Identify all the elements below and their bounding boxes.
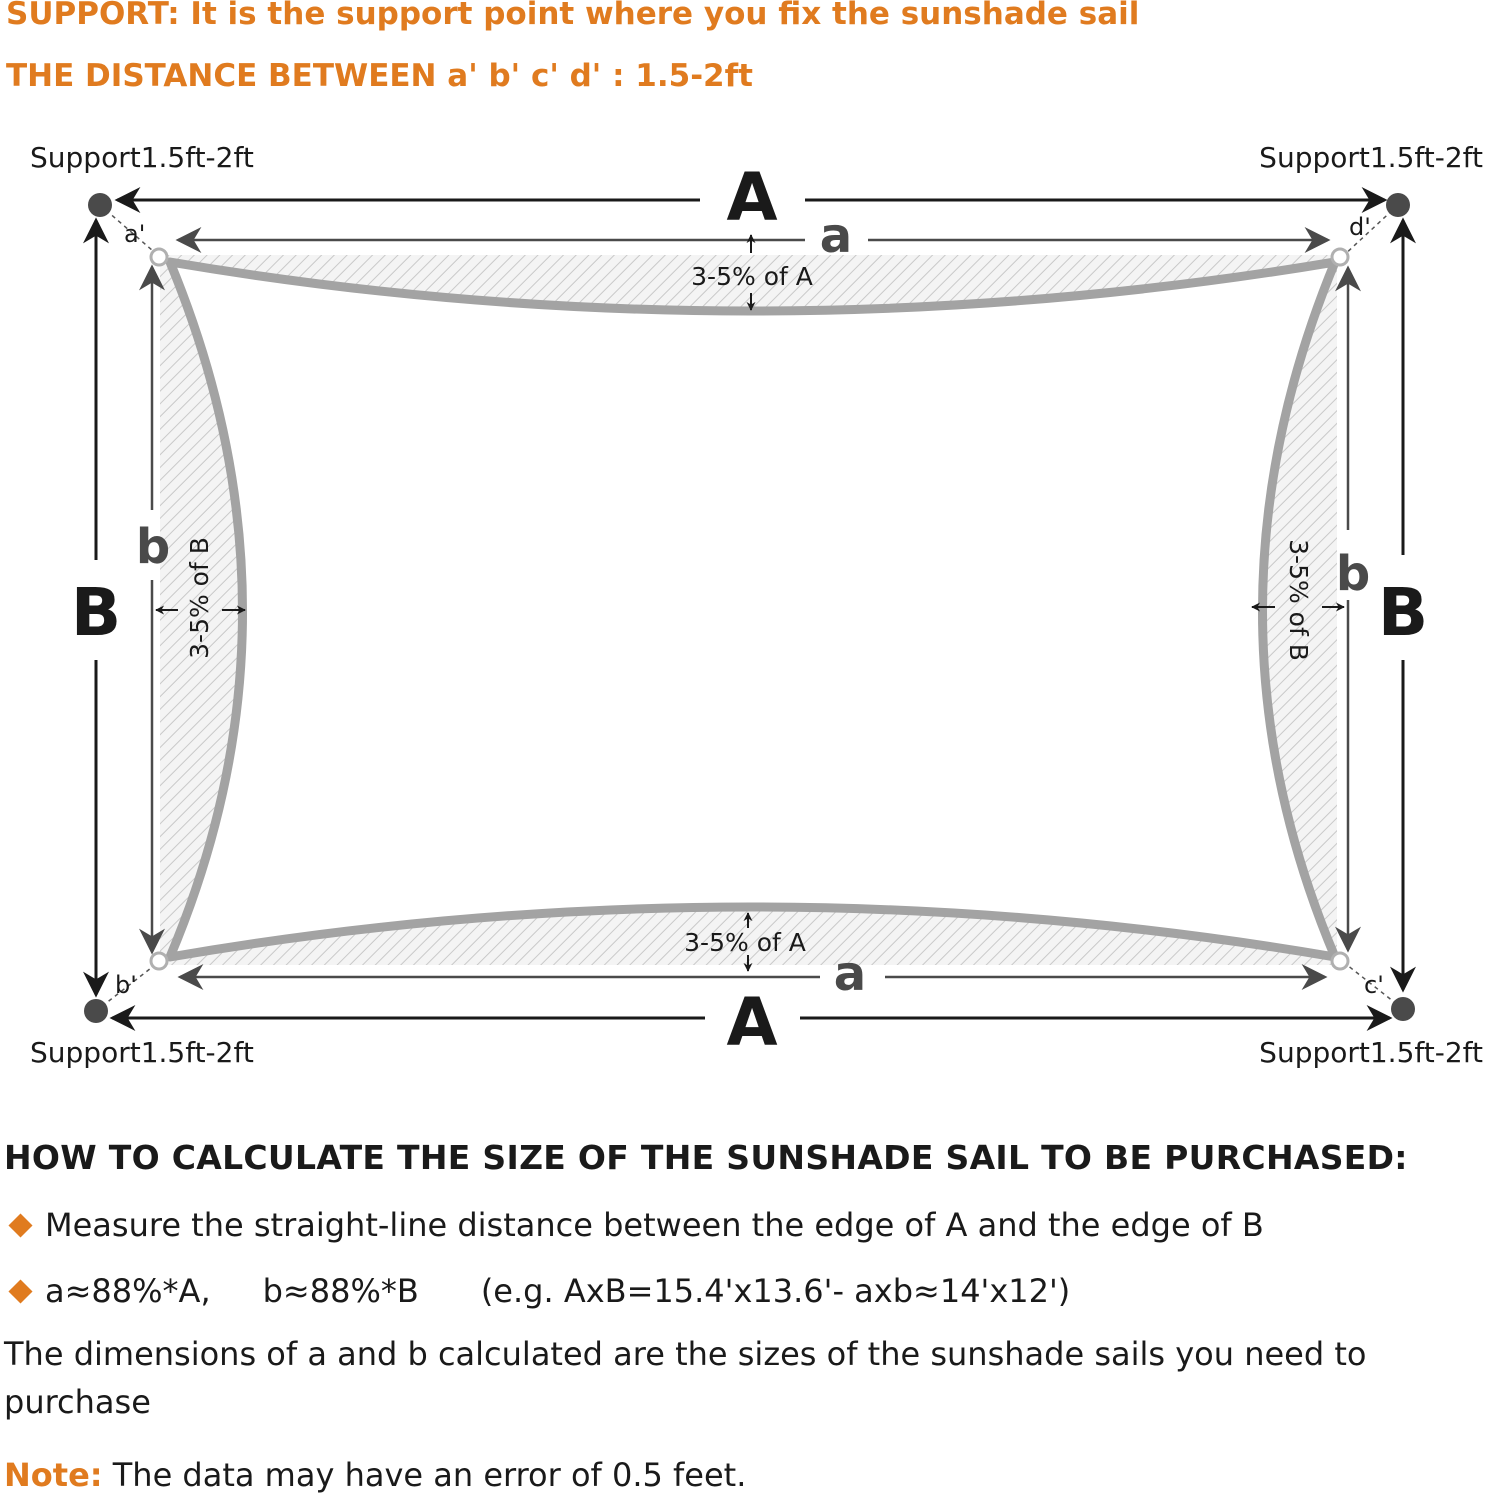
- dimension-label-A-top: A: [726, 159, 778, 236]
- grommet-ring-icon: [1332, 249, 1348, 265]
- dimension-label-A-bottom: A: [726, 984, 778, 1061]
- error-note: [4, 1456, 746, 1494]
- grommet-ring-icon: [151, 953, 167, 969]
- grommet-ring-icon: [1332, 953, 1348, 969]
- note-label: Note:: [4, 1456, 103, 1494]
- calculation-heading: HOW TO CALCULATE THE SIZE OF THE SUNSHADE SAIL TO BE PURCHASED:: [4, 1138, 1408, 1177]
- diamond-bullet-icon: [8, 1213, 32, 1237]
- support-label-bottom-right: Support1.5ft-2ft: [1259, 1036, 1483, 1069]
- formula-a: a≈88%*A,: [45, 1272, 211, 1310]
- dimension-label-B-right: B: [1377, 574, 1429, 651]
- support-label-top-right: Support1.5ft-2ft: [1259, 141, 1483, 174]
- bullet-formula: [4, 1272, 1070, 1310]
- diamond-bullet-icon: [8, 1279, 32, 1303]
- sunshade-sail-diagram: [0, 105, 1489, 1090]
- bullet-measure-text: Measure the straight-line distance between the edge of A and the edge of B: [45, 1206, 1264, 1244]
- formula-b: b≈88%*B: [262, 1272, 419, 1310]
- sag-label-left: 3-5% of B: [185, 537, 214, 659]
- formula-example: (e.g. AxB=15.4'x13.6'- axb≈14'x12'): [480, 1272, 1071, 1310]
- support-definition-text: SUPPORT: It is the support point where you fix the sunshade sail: [6, 0, 1140, 32]
- support-label-bottom-left: Support1.5ft-2ft: [30, 1036, 254, 1069]
- sag-label-right: 3-5% of B: [1284, 539, 1313, 661]
- sag-label-bottom: 3-5% of A: [684, 928, 806, 957]
- dimension-label-a-top: a: [819, 208, 853, 264]
- support-point-icon: [1391, 997, 1415, 1021]
- support-point-icon: [1386, 193, 1410, 217]
- grommet-ring-icon: [151, 249, 167, 265]
- corner-label-a-prime: a': [124, 220, 146, 248]
- dimension-label-b-right: b: [1335, 546, 1371, 602]
- note-text: The data may have an error of 0.5 feet.: [102, 1456, 747, 1494]
- corner-label-c-prime: c': [1364, 971, 1384, 999]
- sag-label-top: 3-5% of A: [691, 262, 813, 291]
- dimension-label-a-bottom: a: [833, 946, 867, 1002]
- bullet-measure: [4, 1206, 1264, 1244]
- dimension-label-b-left: b: [135, 519, 171, 575]
- dimension-label-B-left: B: [70, 574, 122, 651]
- corner-label-b-prime: b': [115, 971, 137, 999]
- sail-shape: [170, 262, 1335, 957]
- support-point-icon: [88, 193, 112, 217]
- purchase-explanation: The dimensions of a and b calculated are the sizes of the sunshade sails you need to purchase: [4, 1335, 1367, 1421]
- distance-requirement-text: THE DISTANCE BETWEEN a' b' c' d' : 1.5-2ft: [6, 58, 753, 94]
- support-label-top-left: Support1.5ft-2ft: [30, 141, 254, 174]
- support-point-icon: [84, 999, 108, 1023]
- corner-label-d-prime: d': [1349, 213, 1371, 241]
